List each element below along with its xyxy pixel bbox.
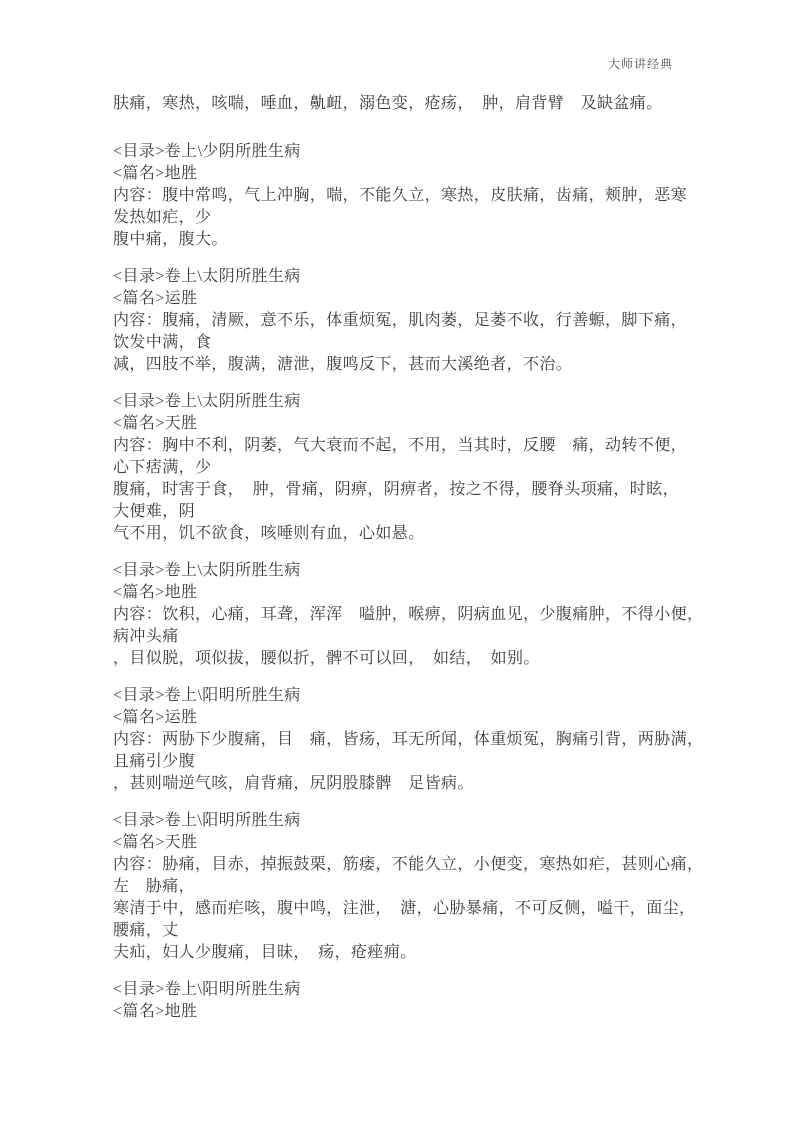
- title-line: <篇名>地胜: [113, 1003, 198, 1020]
- section: [113, 979, 705, 1023]
- toc-line: <目录>卷上\太阴所胜生病: [113, 268, 301, 285]
- content-line: 且痛引少腹: [113, 753, 196, 770]
- content-line: 发热如疟，少: [113, 209, 212, 226]
- content-line: 心下痞满，少: [113, 459, 212, 476]
- sections-container: [113, 141, 705, 1023]
- content-line: 内容：腹痛，清厥，意不乐，体重烦冤，肌肉萎，足萎不收，行善螈，脚下痛，: [113, 312, 688, 329]
- section: [113, 391, 705, 545]
- title-line: <篇名>运胜: [113, 290, 198, 307]
- toc-line: <目录>卷上\阳明所胜生病: [113, 981, 301, 998]
- content-line: 夫疝，妇人少腹痛，目昧， 疡，疮痤痈。: [113, 944, 417, 961]
- section: [113, 266, 705, 376]
- toc-line: <目录>卷上\阳明所胜生病: [113, 687, 301, 704]
- content-line: 寒清于中，感而疟咳，腹中鸣，注泄， 溏，心胁暴痛，不可反侧，嗌干，面尘，: [113, 900, 696, 917]
- content-line: 内容：两胁下少腹痛，目 痛，皆疡，耳无所闻，体重烦冤，胸痛引背，两胁满，: [113, 731, 704, 748]
- content-line: ，甚则喘逆气咳，肩背痛，尻阴股膝髀 足皆病。: [113, 775, 474, 792]
- content-line: 内容：腹中常鸣，气上冲胸，喘，不能久立，寒热，皮肤痛，齿痛，颊肿，恶寒: [113, 187, 688, 204]
- content-line: 腰痛，丈: [113, 922, 179, 939]
- document-body: [113, 93, 705, 1023]
- section: [113, 560, 705, 670]
- section: [113, 141, 705, 251]
- title-line: <篇名>地胜: [113, 584, 198, 601]
- toc-line: <目录>卷上\太阴所胜生病: [113, 562, 301, 579]
- title-line: <篇名>地胜: [113, 165, 198, 182]
- toc-line: <目录>卷上\阳明所胜生病: [113, 812, 301, 829]
- page-header: 大师讲经典: [608, 57, 674, 71]
- content-line: 腹中痛，腹大。: [113, 231, 228, 248]
- content-line: 内容：胁痛，目赤，掉振鼓栗，筋痿，不能久立，小便变，寒热如疟，甚则心痛，: [113, 856, 704, 873]
- title-line: <篇名>运胜: [113, 709, 198, 726]
- content-line: 内容：饮积，心痛，耳聋，浑浑 嗌肿，喉痹，阴病血见，少腹痛肿，不得小便，: [113, 606, 704, 623]
- content-line: 腹痛，时害于食， 肿，骨痛，阴痹，阴痹者，按之不得，腰脊头项痛，时眩，: [113, 481, 680, 498]
- content-line: ，目似脱，项似拔，腰似折，髀不可以回， 如结， 如别。: [113, 650, 540, 667]
- section: [113, 810, 705, 964]
- section: [113, 685, 705, 795]
- content-line: 病冲头痛: [113, 628, 179, 645]
- title-line: <篇名>天胜: [113, 834, 198, 851]
- content-line: 气不用，饥不欲食，咳唾则有血，心如悬。: [113, 525, 425, 542]
- intro-paragraph-line: 肤痛，寒热，咳喘，唾血，鼽衄，溺色变，疮疡， 肿，肩背臂 及缺盆痛。: [113, 95, 663, 112]
- content-line: 减，四肢不举，腹满，溏泄，腹鸣反下，甚而大溪绝者，不治。: [113, 356, 573, 373]
- content-line: 内容：胸中不利，阴萎，气大衰而不起，不用，当其时，反腰 痛，动转不便，: [113, 437, 688, 454]
- toc-line: <目录>卷上\少阴所胜生病: [113, 143, 301, 160]
- content-line: 左 胁痛，: [113, 878, 196, 895]
- content-line: 饮发中满，食: [113, 334, 212, 351]
- content-line: 大便难，阴: [113, 503, 196, 520]
- title-line: <篇名>天胜: [113, 415, 198, 432]
- toc-line: <目录>卷上\太阴所胜生病: [113, 393, 301, 410]
